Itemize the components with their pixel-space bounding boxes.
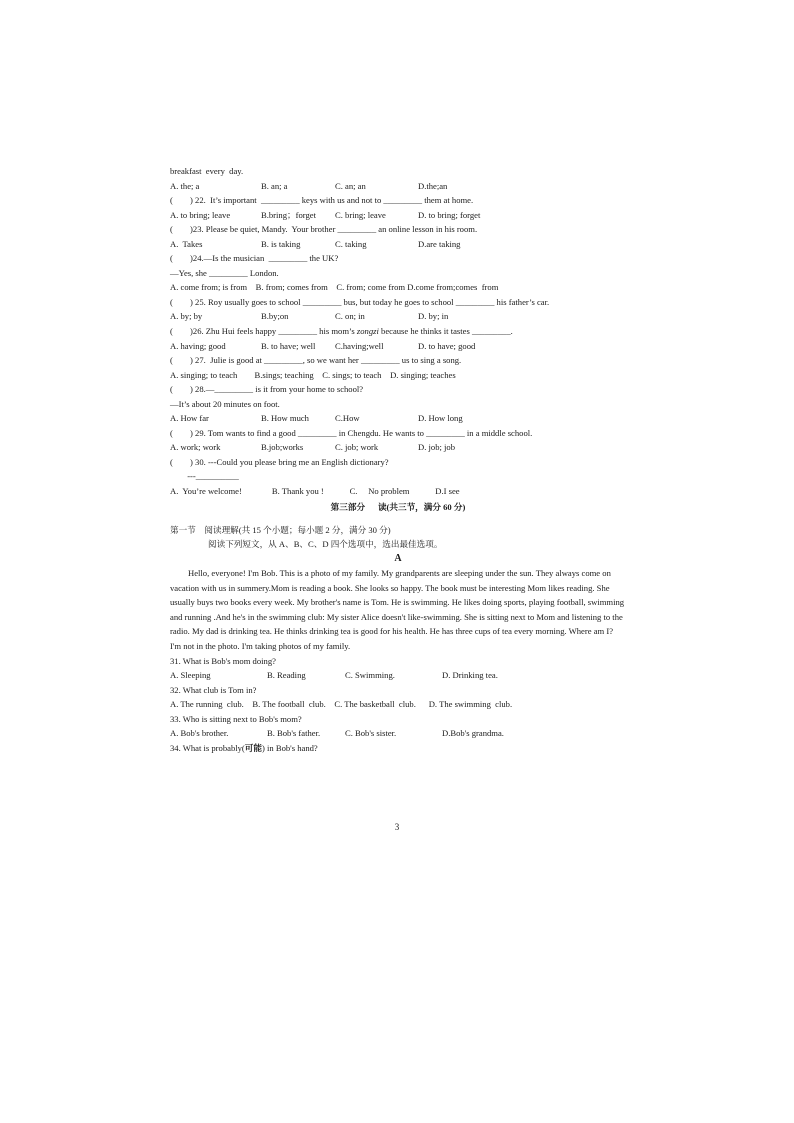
option-a: A. having; good	[170, 340, 226, 351]
option-c: C. Swimming.	[345, 670, 395, 681]
question-30-answer: ---__________	[170, 471, 239, 482]
option-c: C. taking	[335, 238, 367, 249]
question-32: 32. What club is Tom in?	[170, 684, 257, 695]
question-34-start: 34. What is probably(	[170, 742, 245, 753]
options-q21	[170, 179, 626, 194]
exam-content	[170, 164, 626, 755]
question-31: 31. What is Bob's mom doing?	[170, 655, 276, 666]
option-a: A. by; by	[170, 311, 203, 322]
option-d: D.the;an	[418, 180, 448, 191]
question-23: ( )23. Please be quiet, Mandy. Your brother _________ an online lesson in his room.	[170, 224, 478, 235]
option-a: A. Bob's brother.	[170, 728, 229, 739]
option-d: D. How long	[418, 413, 463, 424]
options-q22	[170, 208, 626, 223]
passage-title: A	[394, 552, 402, 564]
options-q24: A. come from; is from B. from; comes from C. from; come from D.come from;comes from	[170, 282, 499, 293]
option-b: B.by;on	[261, 311, 289, 322]
option-a: A. work; work	[170, 442, 221, 453]
options-q29	[170, 440, 626, 455]
question-30: ( ) 30. ---Could you please bring me an English dictionary?	[170, 456, 389, 467]
option-b: B. Reading	[267, 670, 306, 681]
option-d: D. to bring; forget	[418, 209, 481, 220]
options-q33	[170, 726, 626, 741]
passage-text: Hello, everyone! I'm Bob. This is a photo of my family. My grandparents are sleeping under the sun. They always come on vacation with us in summery.Mom is reading a book. She looks so happy. The book must be interesting Mom likes reading. She usually buys two books every week. My brother's name is Tom. He is swimming. He likes doing sports, playing football, swimming and running .And he's in the swimming club: My sister Alice doesn't like-swimming. She is sitting next to Mom and listening to the radio. My dad is drinking tea. He thinks drinking tea is good for his health. He has three cups of tea every morning. Where am I? I'm not in the photo. I'm taking photos of my family.	[170, 568, 625, 651]
options-q25	[170, 309, 626, 324]
page-number: 3	[394, 822, 400, 832]
question-27: ( ) 27. Julie is good at _________, so we want her _________ us to sing a song.	[170, 355, 462, 366]
option-b: B. is taking	[261, 238, 301, 249]
option-a: A. Sleeping	[170, 670, 211, 681]
option-c: C.having;well	[335, 340, 384, 351]
option-d: D.Bob's grandma.	[442, 728, 504, 739]
question-28: ( ) 28.—_________ is it from your home to school?	[170, 384, 364, 395]
section-one-instruction: 阅读下列短文，从 A、B、C、D 四个选项中，选出最佳选项。	[208, 539, 443, 550]
options-q32: A. The running club. B. The football club. C. The basketball club. D. The swimming club.	[170, 699, 513, 710]
question-34-end: ) in Bob's hand?	[262, 742, 318, 753]
option-d: D. to have; good	[418, 340, 476, 351]
option-b: B. to have; well	[261, 340, 316, 351]
option-d: D.are taking	[418, 238, 461, 249]
options-q26	[170, 339, 626, 354]
question-25: ( ) 25. Roy usually goes to school _________ bus, but today he goes to school _________ his father’s car.	[170, 296, 550, 307]
option-b: B.job;works	[261, 442, 304, 453]
option-a: A. to bring; leave	[170, 209, 231, 220]
options-q28	[170, 411, 626, 426]
question-26-end: because he thinks it tastes _________.	[378, 326, 513, 337]
question-34	[170, 741, 626, 756]
question-28-answer: —It’s about 20 minutes on foot.	[170, 398, 280, 409]
option-d: D. job; job	[418, 442, 456, 453]
option-a: A. How far	[170, 413, 209, 424]
text-line: breakfast every day.	[170, 166, 244, 176]
question-34-chinese: 可能	[244, 742, 262, 753]
option-c: C.How	[335, 413, 360, 424]
options-q31	[170, 668, 626, 683]
option-d: D. by; in	[418, 311, 449, 322]
option-b: B.bring；forget	[261, 209, 316, 220]
option-c: C. job; work	[335, 442, 379, 453]
option-a: A. Takes	[170, 238, 203, 249]
section-one-heading: 第一节 阅读理解(共 15 个小题；每小题 2 分，满分 30 分)	[170, 524, 391, 535]
option-c: C. an; an	[335, 180, 366, 191]
options-q30: A. You’re welcome! B. Thank you ! C. No problem D.I see	[170, 486, 460, 497]
options-q27: A. singing; to teach B.sings; teaching C. sings; to teach D. singing; teaches	[170, 369, 456, 380]
spacer	[170, 515, 626, 523]
option-a: A. the; a	[170, 180, 200, 191]
question-26-start: ( )26. Zhu Hui feels happy _________ his mom’s	[170, 326, 357, 337]
question-24-answer: —Yes, she _________ London.	[170, 267, 279, 278]
question-33: 33. Who is sitting next to Bob's mom?	[170, 713, 302, 724]
question-26-italic: zongzi	[356, 326, 379, 337]
question-29: ( ) 29. Tom wants to find a good _________ in Chengdu. He wants to _________ in a middle school.	[170, 427, 533, 438]
option-c: C. bring; leave	[335, 209, 386, 220]
option-b: B. Bob's father.	[267, 728, 321, 739]
question-26	[170, 324, 626, 339]
question-24: ( )24.—Is the musician _________ the UK?	[170, 253, 339, 264]
options-q23	[170, 237, 626, 252]
option-c: C. on; in	[335, 311, 365, 322]
question-22: ( ) 22. It’s important _________ keys with us and not to _________ them at home.	[170, 195, 474, 206]
option-d: D. Drinking tea.	[442, 670, 498, 681]
option-b: B. an; a	[261, 180, 288, 191]
option-b: B. How much	[261, 413, 309, 424]
part-three-heading: 第三部分 读(共三节，满分 60 分)	[330, 501, 466, 512]
option-c: C. Bob's sister.	[345, 728, 397, 739]
